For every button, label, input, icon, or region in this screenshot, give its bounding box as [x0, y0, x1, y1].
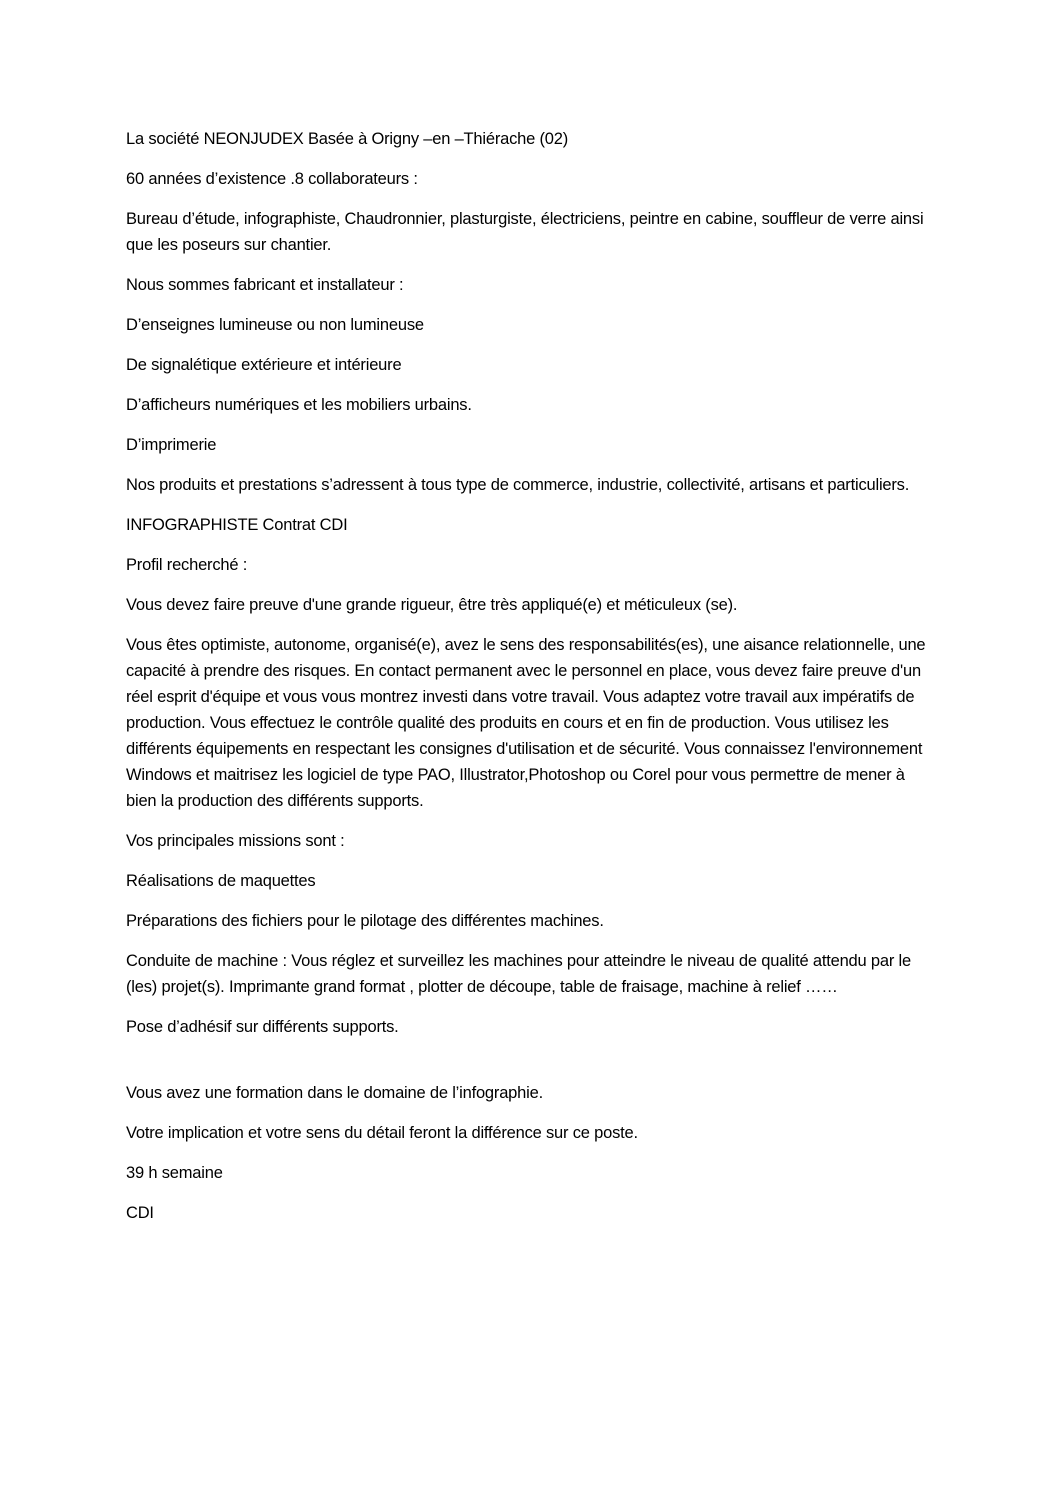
weekly-hours: 39 h semaine [126, 1164, 223, 1182]
company-staff: Bureau d’étude, infographiste, Chaudronnier, plasturgiste, électriciens, peintre en cabine, souffleur de verre ainsi que les poseurs sur chantier. [126, 210, 924, 254]
activity-displays: D’afficheurs numériques et les mobiliers urbains. [126, 396, 472, 414]
activity-signs: D’enseignes lumineuse ou non lumineuse [126, 316, 424, 334]
profile-heading: Profil recherché : [126, 556, 248, 574]
missions-heading: Vos principales missions sont : [126, 832, 345, 850]
closing-statement: Votre implication et votre sens du détail feront la différence sur ce poste. [126, 1124, 638, 1142]
clients-paragraph: Nos produits et prestations s’adressent à tous type de commerce, industrie, collectivité, artisans et particuliers. [126, 476, 910, 494]
contract-type: CDI [126, 1204, 154, 1222]
mission-files: Préparations des fichiers pour le pilotage des différentes machines. [126, 912, 604, 930]
company-intro: La société NEONJUDEX Basée à Origny –en –Thiérache (02) [126, 130, 569, 148]
activity-heading: Nous sommes fabricant et installateur : [126, 276, 404, 294]
mission-machines: Conduite de machine : Vous réglez et surveillez les machines pour atteindre le niveau de qualité attendu par le (les) projet(s). Imprimante grand format , plotter de découpe, table de fraisage, machine à relief …… [126, 952, 911, 996]
training-requirement: Vous avez une formation dans le domaine de l’infographie. [126, 1084, 543, 1102]
profile-rigor: Vous devez faire preuve d'une grande rigueur, être très appliqué(e) et méticuleux (se). [126, 596, 738, 614]
mission-mockups: Réalisations de maquettes [126, 872, 316, 890]
company-history: 60 années d’existence .8 collaborateurs : [126, 170, 418, 188]
profile-description: Vous êtes optimiste, autonome, organisé(e), avez le sens des responsabilités(es), une aisance relationnelle, une capacité à prendre des risques. En contact permanent avec le personnel en place, vous devez faire preuve d'un réel esprit d'équipe et vous vous montrez investi dans votre travail. Vous adaptez votre travail aux impératifs de production. Vous effectuez le contrôle qualité des produits en cours et en fin de production. Vous utilisez les différents équipements en respectant les consignes d'utilisation et de sécurité. Vous connaissez l'environnement Windows et maitrisez les logiciel de type PAO, Illustrator,Photoshop ou Corel pour vous permettre de mener à bien la production des différents supports. [126, 636, 926, 810]
mission-adhesive: Pose d’adhésif sur différents supports. [126, 1018, 399, 1036]
job-title: INFOGRAPHISTE Contrat CDI [126, 516, 348, 534]
document-body [126, 126, 926, 1240]
activity-signage: De signalétique extérieure et intérieure [126, 356, 402, 374]
activity-printing: D’imprimerie [126, 436, 217, 454]
